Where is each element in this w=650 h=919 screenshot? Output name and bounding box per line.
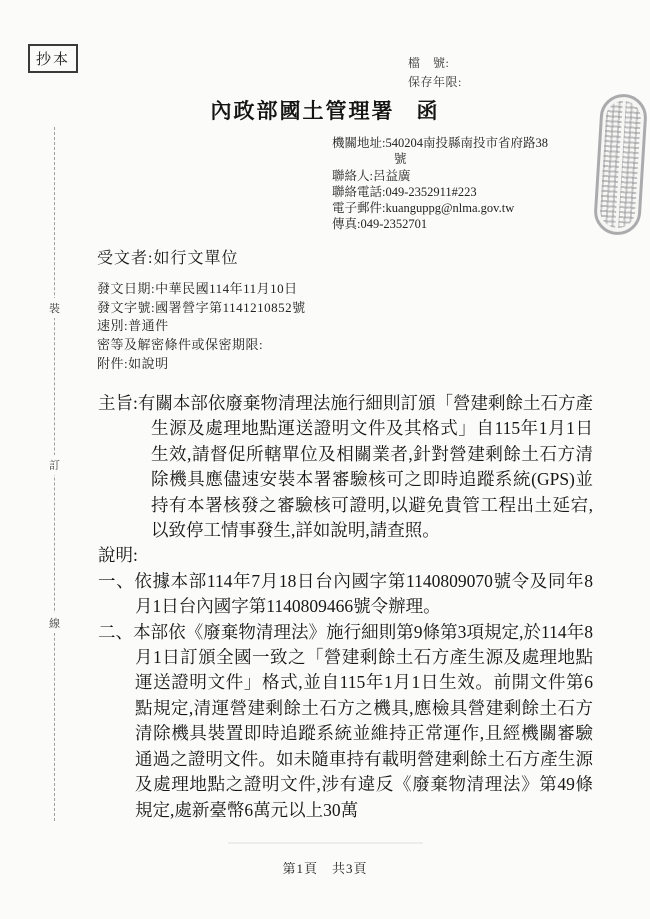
binding-mark-zhuang: 裝 <box>46 298 63 318</box>
item-number: 二、 <box>98 621 134 642</box>
document-meta-block <box>97 280 306 374</box>
contact-phone-line <box>332 184 548 200</box>
copy-stamp-label: 抄本 <box>35 52 70 68</box>
official-seal <box>593 93 649 237</box>
file-number-label: 檔 號: <box>408 56 450 70</box>
subject-paragraph <box>98 391 593 543</box>
contact-phone-label: 聯絡電話: <box>332 184 386 199</box>
agency-address-value: 540204南投縣南投市省府路38 <box>385 136 548 150</box>
description-item-1 <box>98 569 593 620</box>
contact-fax-line <box>332 216 548 232</box>
description-item-2 <box>98 620 593 823</box>
issue-number-line: 發文字號:國署營字第1141210852號 <box>97 299 306 315</box>
contact-fax-label: 傳真: <box>332 217 361 232</box>
agency-address-label: 機關地址: <box>332 136 386 150</box>
agency-address-line <box>332 135 548 151</box>
binding-mark-xian: 線 <box>46 613 63 633</box>
subject-label: 主旨: <box>98 393 138 413</box>
recipient-value: 如行文單位 <box>153 250 239 267</box>
letter-body <box>98 391 593 823</box>
contact-email-value: kuanguppg@nlma.gov.tw <box>385 201 515 216</box>
subject-text: 有關本部依廢棄物清理法施行細則訂頒「營建剩餘土石方產生源及處理地點運送證明文件及其格式」自115年1月1日生效,請督促所轄單位及相關業者,針對營建剩餘土石方清除機具應儘速安裝本署審驗核可之即時追蹤系統(GPS)並持有本署核發之審驗核可證明,以避免貴管工程出土延宕,以致停工情事發生,詳如說明,請查照。 <box>137 393 593 541</box>
page-number: 第1頁 共3頁 <box>282 861 368 876</box>
contact-person-label: 聯絡人: <box>332 168 373 183</box>
scan-artifact <box>228 842 423 844</box>
file-number-block <box>408 54 462 92</box>
agency-name: 內政部國土管理署 <box>210 99 395 123</box>
item-number: 一、 <box>98 570 135 591</box>
contact-person-value: 呂益廣 <box>372 168 411 183</box>
copy-stamp-box <box>28 44 78 73</box>
contact-phone-value: 049-2352911#223 <box>385 184 477 199</box>
issue-date-line: 發文日期:中華民國114年11月10日 <box>97 281 298 296</box>
document-title <box>0 95 650 125</box>
security-line: 密等及解密條件或保密期限: <box>97 337 264 353</box>
attachment-line: 附件:如說明 <box>97 355 169 371</box>
item-text: 本部依《廢棄物清理法》施行細則第9條第3項規定,於114年8月1日訂頒全國一致之「營建剩餘土石方產生源及處理地點運送證明文件」格式,並自115年1月1日生效。前開文件第6點規定,清運營建剩餘土石方之機具,應檢具營建剩餘土石方清除機具裝置即時追蹤系統並維持正常運作,且經機關審驗通過之證明文件。如未隨車持有載明營建剩餘土石方產生源及處理地點之證明文件,涉有違反《廢棄物清理法》第49條規定,處新臺幣6萬元以上30萬 <box>133 621 593 820</box>
contact-email-label: 電子郵件: <box>332 201 386 216</box>
recipient-line <box>97 245 238 268</box>
retention-period-label: 保存年限: <box>408 75 462 89</box>
description-label: 說明: <box>98 545 138 566</box>
priority-line: 速別:普通件 <box>97 318 169 334</box>
recipient-label: 受文者: <box>97 250 154 267</box>
binding-mark-ding: 訂 <box>46 455 63 475</box>
agency-address-wrap: 號 <box>394 152 407 167</box>
item-text: 依據本部114年7月18日台內國字第1140809070號令及同年8月1日台內國字第1140809466號令辦理。 <box>134 570 594 617</box>
contact-email-line <box>332 200 548 216</box>
agency-contact-block <box>332 135 548 233</box>
contact-fax-value: 049-2352701 <box>360 217 428 232</box>
contact-person-line <box>332 168 548 184</box>
page-footer <box>0 858 650 877</box>
document-type: 函 <box>416 99 440 123</box>
